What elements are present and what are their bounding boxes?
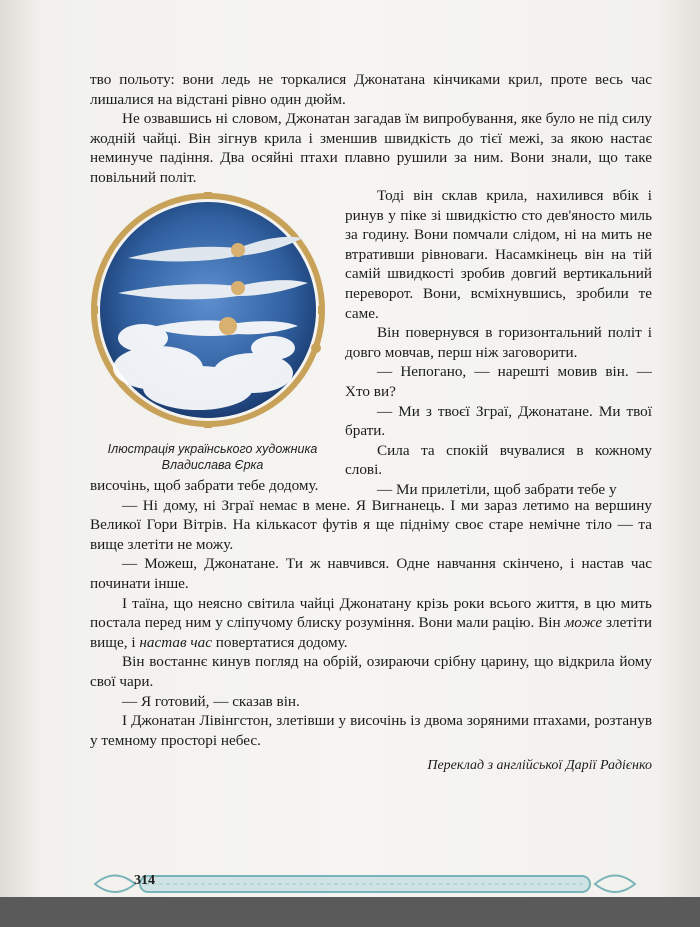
paragraph-text: повертатися додому. <box>211 633 348 651</box>
text-bottom <box>90 476 652 776</box>
emphasis: настав час <box>139 633 212 651</box>
paragraph: Він повернувся в горизонтальний політ і довго мовчав, перш ніж заговорити. <box>345 324 652 361</box>
paragraph: Не озвавшись ні словом, Джонатан загадав їм випробування, яке було не під силу жодній чайці. Він зігнув крила і зменшив швидкість до тієї межі, за якою настає неминуче падіння. Два осяйні птахи плавно рушили за ним. Вони знали, що таке повільний політ. <box>90 110 652 186</box>
page-number: 314 <box>134 873 155 888</box>
paragraph: — Ми прилетіли, щоб забрати тебе у <box>377 480 617 498</box>
paragraph: — Ні дому, ні Зграї немає в мене. Я Вигнанець. І ми зараз летимо на вершину Великої Гори Вітрів. На кількасот футів я ще підніму своє старе немічне тіло — та вище злетіти не можу. <box>90 496 652 553</box>
text-top <box>90 70 652 188</box>
paragraph: тво польоту: вони ледь не торкалися Джонатана кінчиками крил, проте весь час лишалися на відстані рівно один дюйм. <box>90 71 652 108</box>
paragraph: — Ми з твоєї Зграї, Джонатане. Ми твої брати. <box>345 402 652 440</box>
paragraph-text: злетіти вище, і <box>90 614 652 651</box>
illustration-caption: Ілюстрація українського художника Владислава Єрка <box>107 442 318 472</box>
text-wrap <box>345 186 652 500</box>
paragraph: — Я готовий, — сказав він. <box>122 692 300 710</box>
paragraph: височінь, щоб забрати тебе додому. <box>90 477 319 494</box>
translation-credit: Переклад з англійської Дарії Радієнко <box>427 758 652 774</box>
paragraph: І Джонатан Лівінгстон, злетівши у височінь із двома зоряними птахами, розтанув у темному просторі небес. <box>90 712 652 749</box>
paragraph: Тоді він склав крила, нахилився вбік і ринув у піке зі швидкістю сто дев'яносто миль за годину. Вони помчали слідом, ні на мить не втративши рівноваги. Насамкінець він на тій самій швидкості зробив довгий вертикальний переворот. Вони, всміхнувшись, зробили те саме. <box>345 187 652 322</box>
emphasis: може <box>564 614 603 632</box>
bottom-strip <box>0 897 700 927</box>
paragraph: — Непогано, — нарешті мовив він. — Хто ви? <box>345 363 652 400</box>
paragraph-text: І таїна, що неясно світила чайці Джонатану крізь роки всього життя, в цю мить постала перед ним у сліпучому блиску розуміння. Вони мали рацію. <box>90 594 652 632</box>
paragraph: Сила та спокій вчувалися в кожному слові. <box>345 441 652 479</box>
paragraph: — Можеш, Джонатане. Ти ж навчився. Одне навчання скінчено, і настав час починати інше. <box>90 555 652 592</box>
illustration <box>88 188 328 433</box>
paragraph <box>90 594 652 653</box>
paragraph: Він востаннє кинув погляд на обрій, озираючи срібну царину, що відкрила йому свої чари. <box>90 653 652 690</box>
paragraph-text: Він <box>538 614 565 632</box>
